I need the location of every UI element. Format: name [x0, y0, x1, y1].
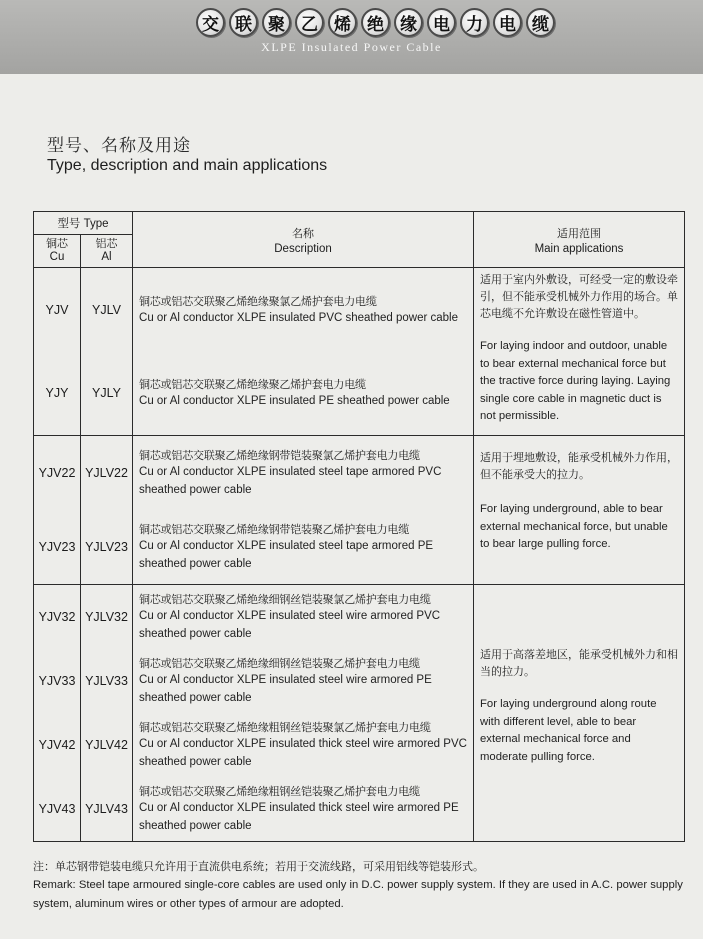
al-model: YJLV22 — [85, 466, 128, 480]
remark-text: Steel tape armoured single-core cables are used only in D.C. power supply system. If they are used in A.C. power supply system, aluminum wires or other types of armour are adopted. — [33, 879, 683, 910]
cu-model: YJV — [45, 302, 69, 317]
applications-cell — [474, 436, 685, 585]
description-zh: 铜芯或铝芯交联聚乙烯绝缘粗钢丝铠装聚乙烯护套电力电缆 — [139, 786, 420, 798]
banner-title-char: 缆 — [526, 8, 555, 37]
banner-title-char: 绝 — [361, 8, 390, 37]
cu-model-cell — [34, 585, 81, 842]
description-zh: 铜芯或铝芯交联聚乙烯绝缘钢带铠装聚乙烯护套电力电缆 — [139, 524, 410, 536]
type-header-en: Type — [83, 218, 109, 230]
al-model-cell — [81, 268, 133, 436]
banner-title-char: 乙 — [295, 8, 324, 37]
description-en: Cu or Al conductor XLPE insulated steel tape armored PE sheathed power cable — [139, 540, 434, 570]
al-model: YJLV32 — [85, 610, 128, 624]
remark-en — [33, 876, 683, 914]
banner-title-char: 聚 — [262, 8, 291, 37]
description-item — [139, 719, 469, 771]
banner-title-char: 联 — [229, 8, 258, 37]
description-zh: 铜芯或铝芯交联聚乙烯绝缘钢带铠装聚氯乙烯护套电力电缆 — [139, 450, 420, 462]
applications-header-zh: 适用范围 — [557, 227, 602, 240]
cu-model: YJV22 — [38, 466, 76, 480]
description-zh: 铜芯或铝芯交联聚乙烯绝缘聚氯乙烯护套电力电缆 — [139, 295, 377, 308]
applications-zh: 适用于室内外敷设，可经受一定的敷设牵引，但不能承受机械外力作用的场合。单芯电缆不允许敷设在磁性管道中。 — [480, 274, 679, 320]
description-en: Cu or Al conductor XLPE insulated steel tape armored PVC sheathed power cable — [139, 466, 442, 496]
banner-title-char: 力 — [460, 8, 489, 37]
remark-zh: 注：单芯钢带铠装电缆只允许用于直流供电系统；若用于交流线路，可采用铝线等铠装形式。 — [33, 860, 484, 873]
al-model: YJLV33 — [85, 674, 128, 688]
table-row-group — [34, 436, 685, 585]
description-en: Cu or Al conductor XLPE insulated steel wire armored PE sheathed power cable — [139, 674, 432, 704]
applications-en: For laying underground, able to bear external mechanical force, but unable to bear large pulling force. — [480, 503, 668, 550]
al-model: YJLV43 — [85, 802, 128, 816]
banner-title-en: XLPE Insulated Power Cable — [261, 40, 442, 54]
banner-title-char: 交 — [196, 8, 225, 37]
description-item — [139, 447, 469, 499]
cu-header-en: Cu — [49, 251, 65, 263]
al-model-cell — [81, 585, 133, 842]
description-item — [139, 521, 469, 573]
banner-title-char: 缘 — [394, 8, 423, 37]
description-en: Cu or Al conductor XLPE insulated PVC sheathed power cable — [139, 311, 459, 324]
cu-model: YJV42 — [38, 738, 76, 752]
table-row-group — [34, 268, 685, 436]
description-item — [139, 293, 469, 327]
description-item — [139, 655, 469, 707]
applications-en: For laying indoor and outdoor, unable to bear external mechanical force but the tractive force during laying. Laying single core cable in magnetic duct is not permissible. — [480, 340, 671, 422]
applications-cell — [474, 585, 685, 842]
description-item — [139, 376, 469, 410]
applications-header — [474, 212, 685, 268]
banner-title-char: 电 — [427, 8, 456, 37]
description-item — [139, 591, 469, 643]
description-zh: 铜芯或铝芯交联聚乙烯绝缘粗钢丝铠装聚氯乙烯护套电力电缆 — [139, 722, 431, 734]
description-item — [139, 783, 469, 835]
applications-cell — [474, 268, 685, 436]
cu-header — [34, 235, 81, 268]
al-header — [81, 235, 133, 268]
section-title-zh: 型号、名称及用途 — [47, 136, 191, 156]
al-model: YJLV23 — [85, 540, 128, 554]
type-header — [34, 212, 133, 235]
type-header-zh: 型号 — [57, 218, 81, 230]
cu-model: YJV23 — [38, 540, 76, 554]
al-model: YJLV — [92, 302, 121, 317]
section-title-en: Type, description and main applications — [47, 157, 328, 174]
cu-model: YJV43 — [38, 802, 76, 816]
description-en: Cu or Al conductor XLPE insulated PE sheathed power cable — [139, 395, 450, 408]
cu-model: YJV32 — [38, 610, 76, 624]
cu-model-cell — [34, 268, 81, 436]
cu-model: YJY — [45, 386, 69, 401]
description-cell — [133, 436, 474, 585]
description-cell — [133, 268, 474, 436]
al-header-zh: 铝芯 — [95, 238, 118, 250]
applications-header-en: Main applications — [534, 242, 624, 255]
applications-en: For laying underground along route with different level, able to bear external mechanical force and moderate pulling force. — [480, 698, 657, 763]
cu-model-cell — [34, 436, 81, 585]
cu-header-zh: 铜芯 — [46, 238, 68, 250]
banner-title-zh — [196, 8, 555, 37]
description-en: Cu or Al conductor XLPE insulated thick steel wire armored PE sheathed power cable — [139, 802, 459, 832]
cable-type-table — [33, 211, 685, 842]
description-zh: 铜芯或铝芯交联聚乙烯绝缘细钢丝铠装聚乙烯护套电力电缆 — [139, 658, 420, 670]
banner-title-char: 烯 — [328, 8, 357, 37]
al-model-cell — [81, 436, 133, 585]
description-zh: 铜芯或铝芯交联聚乙烯绝缘聚乙烯护套电力电缆 — [139, 379, 366, 392]
description-zh: 铜芯或铝芯交联聚乙烯绝缘细钢丝铠装聚氯乙烯护套电力电缆 — [139, 594, 431, 606]
remark-label: Remark: — [33, 879, 76, 891]
al-header-en: Al — [101, 251, 112, 263]
banner-title-char: 电 — [493, 8, 522, 37]
description-cell — [133, 585, 474, 842]
al-model: YJLV42 — [85, 738, 128, 752]
table-row-group — [34, 585, 685, 842]
cu-model: YJV33 — [38, 674, 76, 688]
header-banner — [0, 0, 703, 74]
description-en: Cu or Al conductor XLPE insulated thick steel wire armored PVC sheathed power cable — [139, 738, 467, 768]
description-header-en: Description — [274, 242, 332, 255]
al-model: YJLY — [92, 386, 121, 401]
applications-zh: 适用于高落差地区，能承受机械外力和相当的拉力。 — [480, 649, 679, 678]
description-header-zh: 名称 — [292, 227, 315, 240]
applications-zh: 适用于埋地敷设，能承受机械外力作用，但不能承受大的拉力。 — [480, 452, 679, 481]
description-header — [133, 212, 474, 268]
description-en: Cu or Al conductor XLPE insulated steel wire armored PVC sheathed power cable — [139, 610, 441, 640]
